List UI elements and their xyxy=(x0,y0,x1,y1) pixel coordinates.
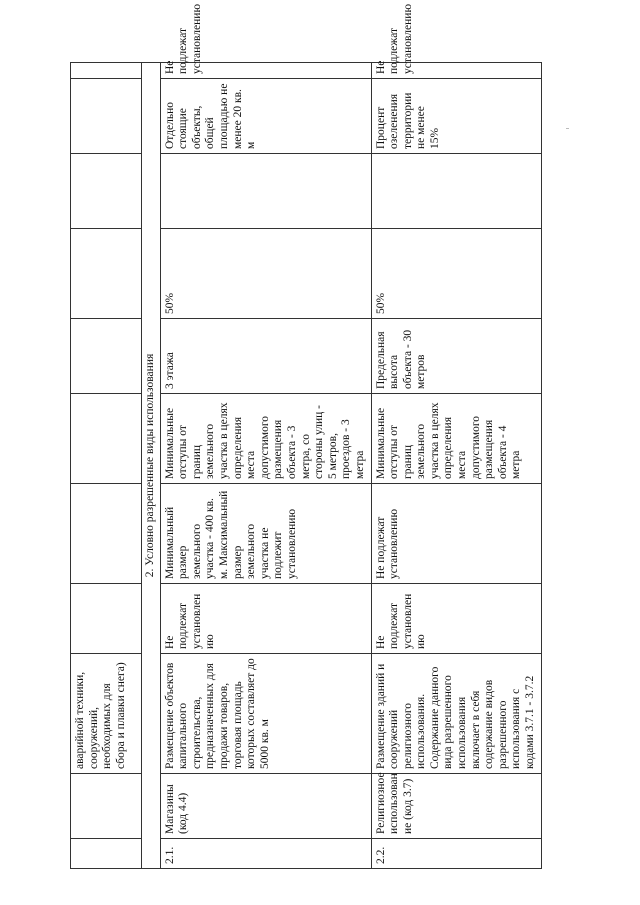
table-row-continuation xyxy=(71,63,142,869)
use-name: Магазины (код 4.4) xyxy=(160,774,371,839)
cell-empty xyxy=(71,63,142,79)
cell-empty xyxy=(71,394,142,484)
cell-c11: Не подлежат установлению xyxy=(371,63,541,79)
cell-c11: Не подлежат установлению xyxy=(160,63,371,79)
cell-coverage: 50% xyxy=(160,229,371,319)
cell-empty xyxy=(71,319,142,394)
table-row xyxy=(160,63,371,869)
cell-empty xyxy=(71,584,142,654)
scan-speck xyxy=(566,128,569,129)
table-row xyxy=(371,63,541,869)
row-number: 2.2. xyxy=(371,839,541,869)
rotated-table-page xyxy=(70,3,537,869)
section-header-row xyxy=(142,63,161,869)
cell-empty xyxy=(71,154,142,229)
cell-c4: Не подлежат установлен ию xyxy=(371,584,541,654)
cell-c9 xyxy=(371,154,541,229)
cell-empty xyxy=(71,79,142,154)
use-name: Религиозное использован ие (код 3.7) xyxy=(371,774,541,839)
use-description: Размещение объектов капитального строительства, предназначенных для продажи товаров, торговая площадь которых составляет до 5000 кв. м xyxy=(160,654,371,774)
cell-setbacks: Минимальные отступы от границ земельного участка в целях определения места допустимого размещения объекта - 3 метра, со стороны улиц - 5 метров, проездов - 3 метра xyxy=(160,394,371,484)
use-description: Размещение зданий и сооружений религиозного использования. Содержание данного вида разрешенного использования включает в себя содержание видов разрешенного использования с кодами 3.7.1 - 3.7.2 xyxy=(371,654,541,774)
cell-setbacks: Минимальные отступы от границ земельного участка в целях определения места допустимого размещения объекта - 4 метра xyxy=(371,394,541,484)
cell-c10: Отдельно стоящие объекты, общей площадью не менее 20 кв. м xyxy=(160,79,371,154)
cell-empty xyxy=(71,484,142,584)
cell-continuation-text: аварийной техники, сооружений, необходимых для сбора и плавки снега) xyxy=(71,654,142,774)
cell-lot-size: Не подлежат установлению xyxy=(371,484,541,584)
cell-c10: Процент озеленения территории не менее 15% xyxy=(371,79,541,154)
cell-height: 3 этажа xyxy=(160,319,371,394)
cell-lot-size: Минимальный размер земельного участка - 400 кв. м. Максимальный размер земельного участка не подлежит установлению xyxy=(160,484,371,584)
cell-empty xyxy=(71,839,142,869)
cell-coverage: 50% xyxy=(371,229,541,319)
section-title: 2. Условно разрешенные виды использования xyxy=(142,63,161,869)
cell-c9 xyxy=(160,154,371,229)
zoning-table xyxy=(70,3,542,869)
cell-c4: Не подлежат установлен ию xyxy=(160,584,371,654)
row-number: 2.1. xyxy=(160,839,371,869)
cell-height: Предельная высота объекта - 30 метров xyxy=(371,319,541,394)
cell-empty xyxy=(71,774,142,839)
cell-empty xyxy=(71,229,142,319)
